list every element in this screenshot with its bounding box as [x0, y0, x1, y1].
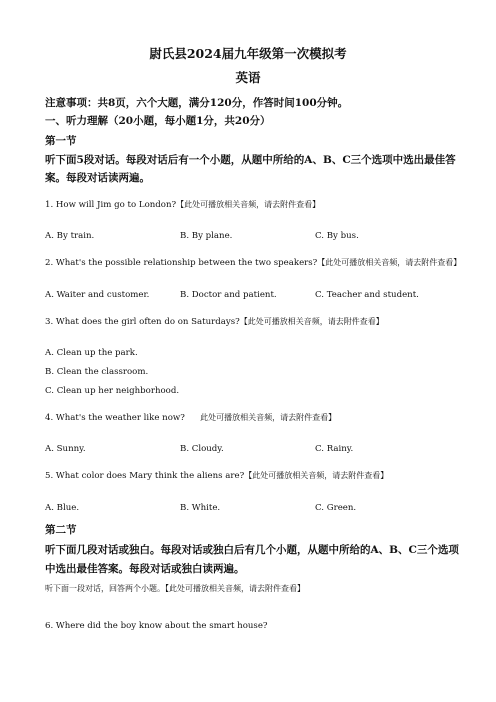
part1-label: 第一节	[45, 135, 77, 147]
part2-instructions-line2: 中选出最佳答案。每段对话或独白读两遍。	[45, 563, 245, 575]
q2-option-b[interactable]: B. Doctor and patient.	[180, 290, 277, 300]
q4-option-c[interactable]: C. Rainy.	[315, 444, 354, 454]
audio-note[interactable]: 【此处可播放相关音频，请去附件查看】	[244, 471, 389, 480]
q2-option-a[interactable]: A. Waiter and customer.	[45, 290, 150, 300]
audio-note[interactable]: 【此处可播放相关音频，请去附件查看】	[317, 258, 462, 267]
q5-option-c[interactable]: C. Green.	[315, 503, 357, 513]
exam-notice: 注意事项：共8页，六个大题，满分120分，作答时间100分钟。	[45, 97, 349, 109]
audio-note[interactable]: 【此处可播放相关音频，请去附件查看】	[176, 200, 321, 209]
q2-option-c[interactable]: C. Teacher and student.	[315, 290, 419, 300]
part2-listen-note[interactable]: 听下面一段对话，回答两个小题。【此处可播放相关音频，请去附件查看】	[45, 584, 305, 593]
question-6-stem: 6. Where did the boy know about the smart house?	[45, 621, 268, 631]
question-stem: 5. What color does Mary think the aliens are?	[45, 471, 245, 481]
question-4	[45, 405, 336, 424]
q4-option-a[interactable]: A. Sunny.	[45, 444, 86, 454]
q3-option-a[interactable]: A. Clean up the park.	[45, 348, 138, 358]
part1-instructions-line1: 听下面5段对话。每段对话后有一个小题，从题中所给的A、B、C三个选项中选出最佳答	[45, 154, 456, 166]
exam-subject: 英语	[235, 70, 261, 85]
question-stem: 3. What does the girl often do on Saturdays?	[45, 317, 240, 327]
q1-option-a[interactable]: A. By train.	[45, 231, 95, 241]
exam-title: 尉氏县2024届九年级第一次模拟考	[149, 46, 347, 61]
q5-option-b[interactable]: B. White.	[180, 503, 221, 513]
question-stem: 2. What's the possible relationship between the two speakers?	[45, 258, 318, 268]
q1-option-b[interactable]: B. By plane.	[180, 231, 233, 241]
q3-option-b[interactable]: B. Clean the classroom.	[45, 367, 149, 377]
question-stem: 1. How will Jim go to London?	[45, 200, 177, 210]
q3-option-c[interactable]: C. Clean up her neighborhood.	[45, 386, 180, 396]
part2-instructions-line1: 听下面几段对话或独白。每段对话或独白后有几个小题，从题中所给的A、B、C三个选项	[45, 544, 459, 556]
question-3	[45, 309, 384, 328]
question-stem: 4. What's the weather like now?	[45, 413, 185, 423]
question-5	[45, 463, 388, 482]
audio-note[interactable]: 【此处可播放相关音频，请去附件查看】	[239, 317, 384, 326]
part2-label: 第二节	[45, 524, 77, 536]
section-heading-listening: 一、听力理解（20小题，每小题1分，共20分）	[45, 115, 271, 127]
q4-option-b[interactable]: B. Cloudy.	[180, 444, 224, 454]
audio-note[interactable]: 此处可播放相关音频，请去附件查看】	[200, 413, 337, 422]
part1-instructions-line2: 案。每段对话读两遍。	[45, 172, 150, 184]
question-2	[45, 250, 461, 269]
question-1	[45, 192, 320, 211]
q5-option-a[interactable]: A. Blue.	[45, 503, 80, 513]
q1-option-c[interactable]: C. By bus.	[315, 231, 359, 241]
